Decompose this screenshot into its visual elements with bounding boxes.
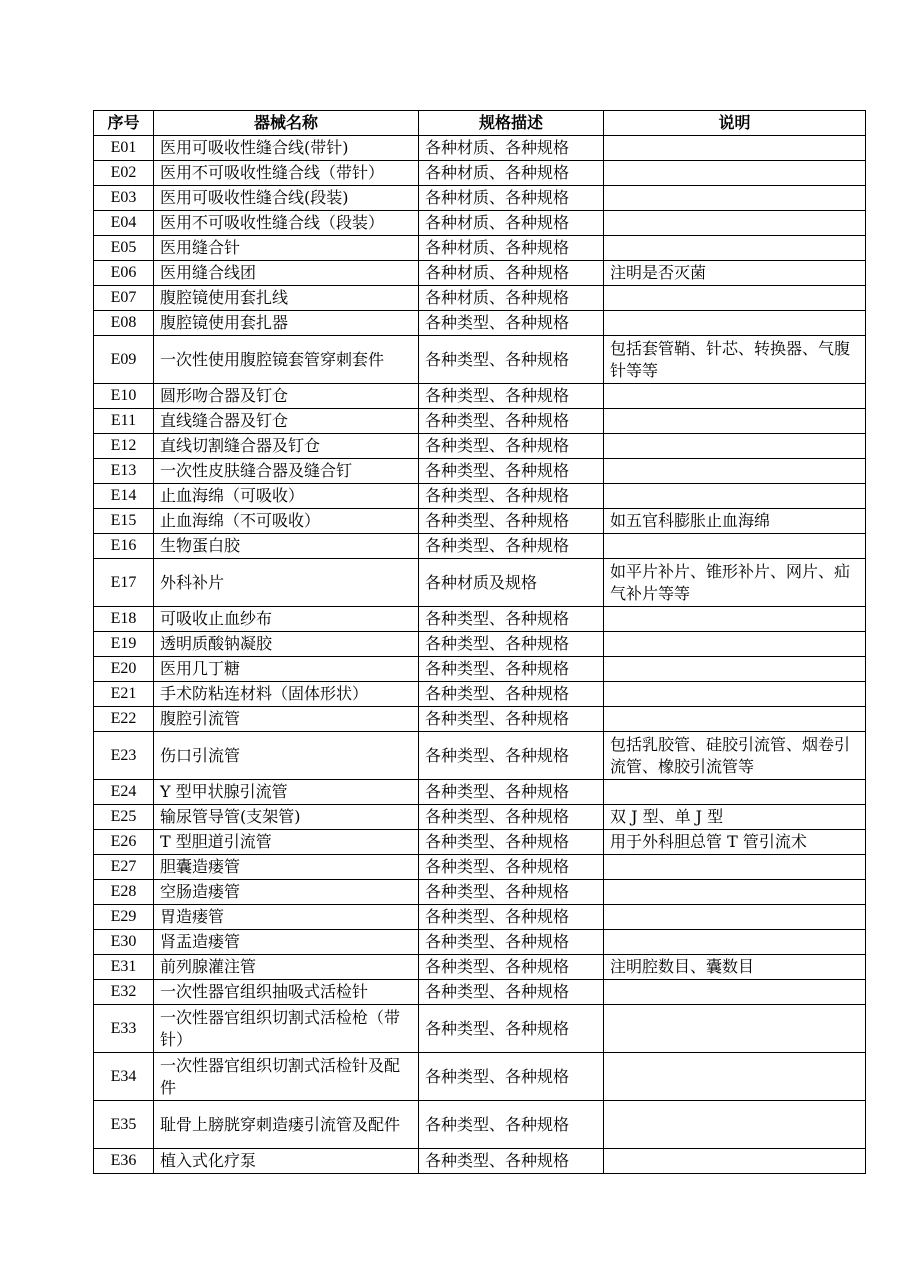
row-spec-cell: 各种类型、各种规格 bbox=[419, 905, 604, 930]
row-name-cell: 一次性器官组织切割式活检针及配件 bbox=[154, 1053, 419, 1101]
row-name-cell: 前列腺灌注管 bbox=[154, 955, 419, 980]
row-note-cell bbox=[604, 459, 866, 484]
table-row bbox=[94, 830, 866, 855]
row-name-cell: 止血海绵（不可吸收） bbox=[154, 509, 419, 534]
row-note-cell: 用于外科胆总管 T 管引流术 bbox=[604, 830, 866, 855]
table-row bbox=[94, 930, 866, 955]
row-note-cell bbox=[604, 930, 866, 955]
row-code-cell: E06 bbox=[94, 261, 154, 286]
table-row bbox=[94, 186, 866, 211]
row-spec-cell: 各种类型、各种规格 bbox=[419, 409, 604, 434]
row-spec-cell: 各种类型、各种规格 bbox=[419, 1005, 604, 1053]
row-note-cell: 如平片补片、锥形补片、网片、疝气补片等等 bbox=[604, 559, 866, 607]
row-note-cell bbox=[604, 286, 866, 311]
row-spec-cell: 各种类型、各种规格 bbox=[419, 780, 604, 805]
row-note-cell bbox=[604, 236, 866, 261]
row-spec-cell: 各种材质、各种规格 bbox=[419, 161, 604, 186]
row-spec-cell: 各种类型、各种规格 bbox=[419, 955, 604, 980]
row-spec-cell: 各种材质及规格 bbox=[419, 559, 604, 607]
row-spec-cell: 各种材质、各种规格 bbox=[419, 186, 604, 211]
row-note-cell bbox=[604, 880, 866, 905]
row-name-cell: 医用可吸收性缝合线(带针) bbox=[154, 136, 419, 161]
row-code-cell: E11 bbox=[94, 409, 154, 434]
row-name-cell: 可吸收止血纱布 bbox=[154, 607, 419, 632]
row-note-cell bbox=[604, 780, 866, 805]
row-code-cell: E29 bbox=[94, 905, 154, 930]
row-name-cell: 外科补片 bbox=[154, 559, 419, 607]
row-note-cell: 注明腔数目、囊数目 bbox=[604, 955, 866, 980]
row-code-cell: E08 bbox=[94, 311, 154, 336]
row-spec-cell: 各种类型、各种规格 bbox=[419, 336, 604, 384]
row-name-cell: T 型胆道引流管 bbox=[154, 830, 419, 855]
row-spec-cell: 各种材质、各种规格 bbox=[419, 136, 604, 161]
row-note-cell bbox=[604, 409, 866, 434]
row-name-cell: 肾盂造瘘管 bbox=[154, 930, 419, 955]
row-code-cell: E18 bbox=[94, 607, 154, 632]
row-code-cell: E13 bbox=[94, 459, 154, 484]
row-name-cell: 直线缝合器及钉仓 bbox=[154, 409, 419, 434]
row-code-cell: E17 bbox=[94, 559, 154, 607]
row-name-cell: 一次性器官组织抽吸式活检针 bbox=[154, 980, 419, 1005]
row-code-cell: E10 bbox=[94, 384, 154, 409]
row-code-cell: E03 bbox=[94, 186, 154, 211]
row-spec-cell: 各种类型、各种规格 bbox=[419, 805, 604, 830]
row-code-cell: E30 bbox=[94, 930, 154, 955]
row-name-cell: 医用缝合针 bbox=[154, 236, 419, 261]
row-code-cell: E25 bbox=[94, 805, 154, 830]
table-row bbox=[94, 534, 866, 559]
row-code-cell: E22 bbox=[94, 707, 154, 732]
row-code-cell: E23 bbox=[94, 732, 154, 780]
row-name-cell: 医用几丁糖 bbox=[154, 657, 419, 682]
table-row bbox=[94, 409, 866, 434]
row-code-cell: E35 bbox=[94, 1101, 154, 1149]
row-spec-cell: 各种材质、各种规格 bbox=[419, 236, 604, 261]
row-spec-cell: 各种类型、各种规格 bbox=[419, 534, 604, 559]
table-row bbox=[94, 509, 866, 534]
row-note-cell bbox=[604, 384, 866, 409]
row-code-cell: E36 bbox=[94, 1149, 154, 1174]
row-name-cell: 一次性皮肤缝合器及缝合钉 bbox=[154, 459, 419, 484]
table-row bbox=[94, 855, 866, 880]
row-code-cell: E24 bbox=[94, 780, 154, 805]
row-spec-cell: 各种类型、各种规格 bbox=[419, 607, 604, 632]
row-note-cell bbox=[604, 211, 866, 236]
header-note: 说明 bbox=[604, 111, 866, 136]
row-code-cell: E14 bbox=[94, 484, 154, 509]
row-spec-cell: 各种材质、各种规格 bbox=[419, 286, 604, 311]
table-row bbox=[94, 1005, 866, 1053]
row-code-cell: E01 bbox=[94, 136, 154, 161]
row-code-cell: E28 bbox=[94, 880, 154, 905]
row-note-cell: 如五官科膨胀止血海绵 bbox=[604, 509, 866, 534]
row-code-cell: E02 bbox=[94, 161, 154, 186]
row-note-cell bbox=[604, 136, 866, 161]
row-code-cell: E05 bbox=[94, 236, 154, 261]
row-note-cell bbox=[604, 905, 866, 930]
row-name-cell: 输尿管导管(支架管) bbox=[154, 805, 419, 830]
row-code-cell: E26 bbox=[94, 830, 154, 855]
table-row bbox=[94, 384, 866, 409]
row-spec-cell: 各种类型、各种规格 bbox=[419, 632, 604, 657]
table-body bbox=[94, 136, 866, 1174]
row-note-cell bbox=[604, 632, 866, 657]
row-name-cell: 医用缝合线团 bbox=[154, 261, 419, 286]
row-spec-cell: 各种类型、各种规格 bbox=[419, 980, 604, 1005]
row-note-cell bbox=[604, 1053, 866, 1101]
row-name-cell: 手术防粘连材料（固体形状） bbox=[154, 682, 419, 707]
table-row bbox=[94, 211, 866, 236]
table-row bbox=[94, 236, 866, 261]
table-row bbox=[94, 459, 866, 484]
row-code-cell: E07 bbox=[94, 286, 154, 311]
row-spec-cell: 各种类型、各种规格 bbox=[419, 1053, 604, 1101]
row-spec-cell: 各种类型、各种规格 bbox=[419, 682, 604, 707]
table-row bbox=[94, 559, 866, 607]
row-note-cell bbox=[604, 682, 866, 707]
row-name-cell: 植入式化疗泵 bbox=[154, 1149, 419, 1174]
row-code-cell: E16 bbox=[94, 534, 154, 559]
row-note-cell bbox=[604, 980, 866, 1005]
row-note-cell bbox=[604, 311, 866, 336]
row-name-cell: 一次性使用腹腔镜套管穿刺套件 bbox=[154, 336, 419, 384]
row-name-cell: 腹腔镜使用套扎器 bbox=[154, 311, 419, 336]
row-note-cell: 包括套管鞘、针芯、转换器、气腹针等等 bbox=[604, 336, 866, 384]
row-note-cell bbox=[604, 1005, 866, 1053]
table-row bbox=[94, 980, 866, 1005]
row-code-cell: E04 bbox=[94, 211, 154, 236]
row-note-cell bbox=[604, 1101, 866, 1149]
table-row bbox=[94, 1053, 866, 1101]
row-spec-cell: 各种类型、各种规格 bbox=[419, 459, 604, 484]
row-name-cell: 医用不可吸收性缝合线（带针） bbox=[154, 161, 419, 186]
row-spec-cell: 各种类型、各种规格 bbox=[419, 855, 604, 880]
row-name-cell: 直线切割缝合器及钉仓 bbox=[154, 434, 419, 459]
table-row bbox=[94, 136, 866, 161]
device-table bbox=[93, 110, 866, 1174]
row-name-cell: 伤口引流管 bbox=[154, 732, 419, 780]
row-note-cell: 包括乳胶管、硅胶引流管、烟卷引流管、橡胶引流管等 bbox=[604, 732, 866, 780]
row-spec-cell: 各种类型、各种规格 bbox=[419, 1101, 604, 1149]
row-spec-cell: 各种类型、各种规格 bbox=[419, 880, 604, 905]
row-note-cell bbox=[604, 434, 866, 459]
row-spec-cell: 各种类型、各种规格 bbox=[419, 484, 604, 509]
row-spec-cell: 各种类型、各种规格 bbox=[419, 930, 604, 955]
table-row bbox=[94, 955, 866, 980]
table-row bbox=[94, 434, 866, 459]
header-row bbox=[94, 111, 866, 136]
table-row bbox=[94, 1101, 866, 1149]
row-name-cell: 空肠造瘘管 bbox=[154, 880, 419, 905]
row-name-cell: 医用不可吸收性缝合线（段装） bbox=[154, 211, 419, 236]
row-code-cell: E12 bbox=[94, 434, 154, 459]
row-note-cell bbox=[604, 707, 866, 732]
header-code: 序号 bbox=[94, 111, 154, 136]
row-name-cell: 胆囊造瘘管 bbox=[154, 855, 419, 880]
row-spec-cell: 各种类型、各种规格 bbox=[419, 830, 604, 855]
row-spec-cell: 各种类型、各种规格 bbox=[419, 707, 604, 732]
row-name-cell: 腹腔镜使用套扎线 bbox=[154, 286, 419, 311]
table-row bbox=[94, 336, 866, 384]
table-row bbox=[94, 657, 866, 682]
row-spec-cell: 各种类型、各种规格 bbox=[419, 434, 604, 459]
row-code-cell: E33 bbox=[94, 1005, 154, 1053]
table-row bbox=[94, 261, 866, 286]
row-code-cell: E32 bbox=[94, 980, 154, 1005]
row-note-cell bbox=[604, 657, 866, 682]
row-spec-cell: 各种类型、各种规格 bbox=[419, 509, 604, 534]
table-row bbox=[94, 780, 866, 805]
row-note-cell bbox=[604, 186, 866, 211]
row-spec-cell: 各种类型、各种规格 bbox=[419, 311, 604, 336]
row-note-cell bbox=[604, 607, 866, 632]
row-spec-cell: 各种类型、各种规格 bbox=[419, 1149, 604, 1174]
row-spec-cell: 各种类型、各种规格 bbox=[419, 657, 604, 682]
row-name-cell: 圆形吻合器及钉仓 bbox=[154, 384, 419, 409]
row-note-cell: 注明是否灭菌 bbox=[604, 261, 866, 286]
row-spec-cell: 各种类型、各种规格 bbox=[419, 384, 604, 409]
row-name-cell: 生物蛋白胶 bbox=[154, 534, 419, 559]
row-note-cell bbox=[604, 484, 866, 509]
table-row bbox=[94, 805, 866, 830]
row-code-cell: E20 bbox=[94, 657, 154, 682]
table-row bbox=[94, 286, 866, 311]
row-name-cell: Y 型甲状腺引流管 bbox=[154, 780, 419, 805]
header-spec: 规格描述 bbox=[419, 111, 604, 136]
row-spec-cell: 各种类型、各种规格 bbox=[419, 732, 604, 780]
row-note-cell bbox=[604, 1149, 866, 1174]
table-row bbox=[94, 1149, 866, 1174]
table-row bbox=[94, 905, 866, 930]
table-row bbox=[94, 880, 866, 905]
row-spec-cell: 各种材质、各种规格 bbox=[419, 211, 604, 236]
table-row bbox=[94, 707, 866, 732]
row-code-cell: E27 bbox=[94, 855, 154, 880]
row-code-cell: E34 bbox=[94, 1053, 154, 1101]
table-row bbox=[94, 484, 866, 509]
row-name-cell: 止血海绵（可吸收） bbox=[154, 484, 419, 509]
row-name-cell: 医用可吸收性缝合线(段装) bbox=[154, 186, 419, 211]
row-note-cell bbox=[604, 855, 866, 880]
row-name-cell: 耻骨上膀胱穿刺造瘘引流管及配件 bbox=[154, 1101, 419, 1149]
row-note-cell bbox=[604, 161, 866, 186]
row-code-cell: E21 bbox=[94, 682, 154, 707]
table-row bbox=[94, 311, 866, 336]
row-code-cell: E31 bbox=[94, 955, 154, 980]
table-row bbox=[94, 161, 866, 186]
header-name: 器械名称 bbox=[154, 111, 419, 136]
table-row bbox=[94, 682, 866, 707]
row-name-cell: 腹腔引流管 bbox=[154, 707, 419, 732]
row-name-cell: 胃造瘘管 bbox=[154, 905, 419, 930]
table-row bbox=[94, 607, 866, 632]
table-row bbox=[94, 632, 866, 657]
row-code-cell: E19 bbox=[94, 632, 154, 657]
row-code-cell: E15 bbox=[94, 509, 154, 534]
row-name-cell: 透明质酸钠凝胶 bbox=[154, 632, 419, 657]
row-code-cell: E09 bbox=[94, 336, 154, 384]
table-row bbox=[94, 732, 866, 780]
row-note-cell bbox=[604, 534, 866, 559]
row-spec-cell: 各种材质、各种规格 bbox=[419, 261, 604, 286]
row-note-cell: 双 J 型、单 J 型 bbox=[604, 805, 866, 830]
row-name-cell: 一次性器官组织切割式活检枪（带针） bbox=[154, 1005, 419, 1053]
